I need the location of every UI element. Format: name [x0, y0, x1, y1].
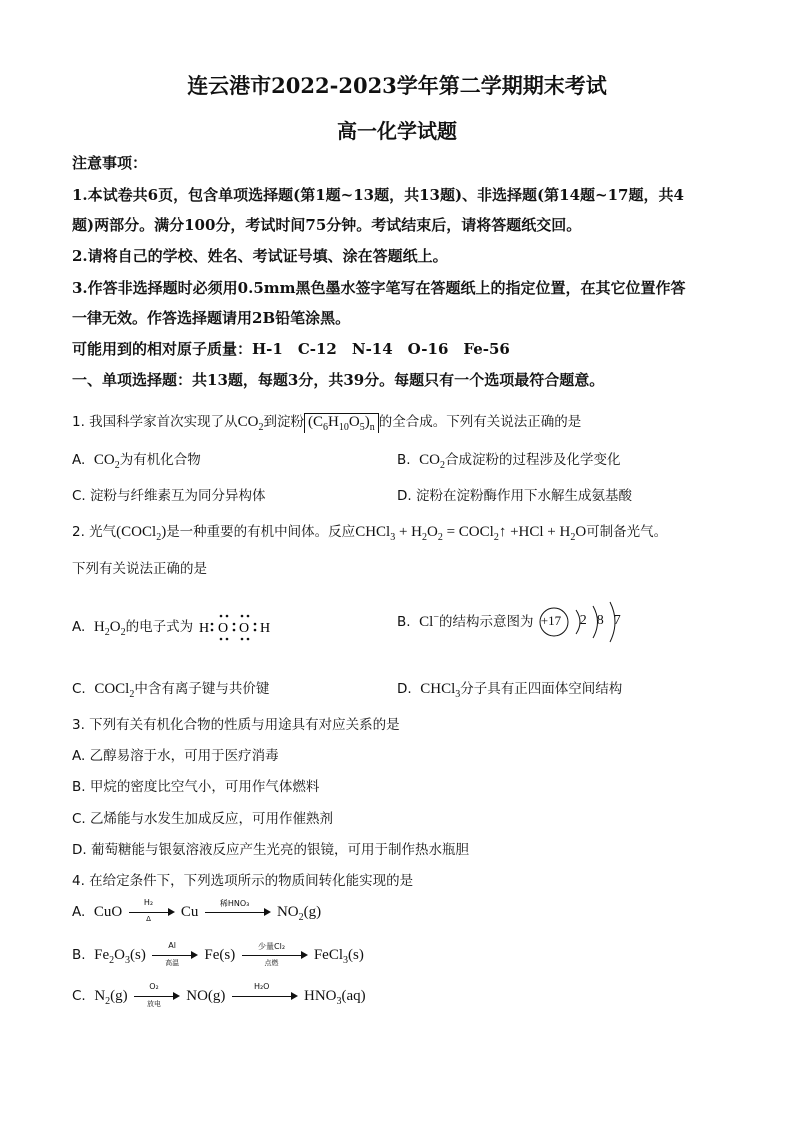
q4-a-arrow-1: [129, 898, 175, 923]
q4-b-arrow-2-bottom: 点燃: [264, 959, 279, 967]
q1-option-a: [72, 448, 201, 471]
q4-b-arrow-2-top: 少量Cl₂: [258, 942, 286, 951]
q2-stem-part-b: 是一种重要的有机中间体。反应: [166, 524, 356, 540]
q2-option-a-text: 的电子式为: [125, 619, 194, 635]
q4-option-b-label: B.: [72, 947, 86, 963]
q4-a-reactant: CuO: [93, 904, 123, 920]
q2-electron-dot-structure: [197, 612, 277, 642]
q1-option-c: C. 淀粉与纤维素互为同分异构体: [72, 488, 266, 504]
q2-option-d-label: D.: [397, 681, 412, 697]
q2-option-c: [72, 677, 269, 700]
q4-b-arrow-1-top: Al: [168, 941, 176, 950]
q4-c-arrow-1-top: O₂: [149, 982, 159, 991]
q1-stem-part-c: 的全合成。下列有关说法正确的是: [378, 414, 582, 430]
q4-a-arrow-2-top: 稀HNO₃: [219, 899, 250, 908]
svg-text:H: H: [199, 621, 210, 636]
q4-b-intermediate: Fe(s): [204, 947, 236, 963]
q3-option-a: A. 乙醇易溶于水，可用于医疗消毒: [72, 748, 279, 764]
q4-c-arrow-2: [232, 982, 298, 1002]
question-4-stem: 4. 在给定条件下，下列选项所示的物质间转化能实现的是: [72, 873, 414, 889]
svg-text:O: O: [239, 621, 250, 636]
q4-b-arrow-1: [152, 941, 198, 967]
q1-starch-formula: $(C_6H_{10}O_5)_n$: [304, 413, 379, 433]
q1-co2-formula: $CO_2$: [237, 414, 264, 433]
q4-c-arrow-1: [134, 982, 180, 1008]
q4-a-arrow-1-top: H₂: [143, 898, 154, 907]
q1-stem-part-b: 到淀粉: [263, 414, 305, 430]
notice-item-3-line-1: 3.作答非选择题时必须用0.5mm黑色墨水签字笔写在答题纸上的指定位置，在其它位置作答: [72, 279, 686, 297]
q4-a-intermediate: Cu: [180, 904, 199, 920]
question-2-stem: [72, 520, 667, 543]
q4-b-arrow-2: [242, 942, 308, 967]
question-2-line-2: 下列有关说法正确的是: [72, 561, 207, 577]
shell-1-count: 2: [579, 613, 587, 628]
q4-c-product: $HNO_3(aq)$: [304, 988, 366, 1007]
q1-option-a-label: A.: [72, 452, 86, 468]
q4-c-reactant: $N_2(g)$: [94, 988, 128, 1007]
q2-atom-structure-diagram: [538, 600, 628, 644]
q4-b-product: FeCl$_3$(s): [313, 947, 364, 966]
exam-subtitle: 高一化学试题: [337, 119, 457, 143]
exam-title: 连云港市2022-2023学年第二学期期末考试: [187, 73, 607, 98]
atomic-masses: 可能用到的相对原子质量：H-1 C-12 N-14 O-16 Fe-56: [72, 340, 510, 358]
shell-3-count: 7: [613, 613, 621, 628]
q2-option-a-formula: $H_2O_2$: [93, 619, 126, 638]
q1-option-b-text: 合成淀粉的过程涉及化学变化: [445, 452, 621, 468]
q2-option-c-text: 中含有离子键与共价键: [134, 681, 270, 697]
question-3-stem: 3. 下列有关有机化合物的性质与用途具有对应关系的是: [72, 717, 400, 733]
notice-item-1-line-1: 1.本试卷共6页，包含单项选择题(第1题~13题，共13题)、非选择题(第14题~17题，共4: [72, 186, 684, 204]
q4-c-arrow-1-bottom: 放电: [146, 1000, 161, 1008]
q2-option-b-ion: Cl−: [419, 612, 439, 630]
q1-stem-part-a: 1. 我国科学家首次实现了从: [72, 414, 238, 430]
q1-starch-text: (C: [308, 414, 324, 430]
q3-option-c: C. 乙烯能与水发生加成反应，可用作催熟剂: [72, 811, 334, 827]
q1-option-b: [397, 448, 621, 471]
q2-option-b-label: B.: [397, 614, 411, 630]
q2-option-c-label: C.: [72, 681, 86, 697]
q2-option-a: [72, 612, 277, 642]
q4-c-arrow-2-top: H₂O: [253, 982, 270, 991]
q4-option-b: [72, 941, 364, 967]
q1-option-a-text: 为有机化合物: [119, 452, 201, 468]
q2-option-a-label: A.: [72, 619, 86, 635]
q2-option-d-formula: CHCl$_3$: [420, 681, 461, 700]
q1-option-a-formula: $CO_2$: [93, 452, 120, 471]
q4-a-arrow-2: [205, 899, 271, 918]
q2-stem-part-a: 2. 光气: [72, 524, 117, 540]
question-1-stem: [72, 410, 581, 433]
q4-c-intermediate: NO(g): [186, 988, 226, 1004]
svg-text:O: O: [218, 621, 229, 636]
svg-text:H: H: [260, 621, 271, 636]
q4-b-reactant: $Fe_2O_3(s)$: [94, 947, 146, 966]
q1-co2-text: CO: [237, 414, 259, 430]
notice-item-3-line-2: 一律无效。作答选择题请用2B铅笔涂黑。: [72, 309, 351, 327]
q4-option-c: [72, 982, 366, 1008]
q2-option-d: [397, 677, 622, 700]
q2-option-b-text: 的结构示意图为: [438, 614, 534, 630]
q3-option-d: D. 葡萄糖能与银氨溶液反应产生光亮的银镜，可用于制作热水瓶胆: [72, 842, 469, 858]
q1-option-b-formula: $CO_2$: [419, 452, 445, 471]
q1-option-b-label: B.: [397, 452, 411, 468]
q2-stem-part-c: 可制备光气。: [586, 524, 668, 540]
section-1-heading: 一、单项选择题：共13题，每题3分，共39分。每题只有一个选项最符合题意。: [72, 371, 605, 389]
q4-option-c-label: C.: [72, 988, 86, 1004]
q4-a-product: $NO_2(g)$: [276, 904, 322, 923]
q4-option-a: [72, 898, 322, 923]
q2-option-b: [397, 600, 628, 644]
q2-reaction-equation: CHCl$_3$ + $H_2O_2$ = COCl$_2$↑ $+HCl + H_2O$: [355, 524, 587, 543]
q4-b-arrow-1-bottom: 高温: [165, 959, 180, 967]
q4-a-arrow-1-bottom: Δ: [146, 915, 151, 923]
q1-option-d: D. 淀粉在淀粉酶作用下水解生成氨基酸: [397, 488, 632, 504]
nucleus-charge: +17: [540, 613, 562, 628]
q2-option-d-text: 分子具有正四面体空间结构: [460, 681, 623, 697]
q3-option-b: B. 甲烷的密度比空气小，可用作气体燃料: [72, 779, 320, 795]
q2-phosgene-formula: (COCl$_2$): [116, 524, 167, 543]
q2-option-c-formula: COCl$_2$: [94, 681, 135, 700]
notice-heading: 注意事项：: [72, 154, 148, 172]
notice-item-1-line-2: 题)两部分。满分100分，考试时间75分钟。考试结束后，请将答题纸交回。: [72, 216, 582, 234]
shell-2-count: 8: [596, 613, 604, 628]
q4-option-a-label: A.: [72, 904, 86, 920]
notice-item-2: 2.请将自己的学校、姓名、考试证号填、涂在答题纸上。: [72, 247, 448, 265]
